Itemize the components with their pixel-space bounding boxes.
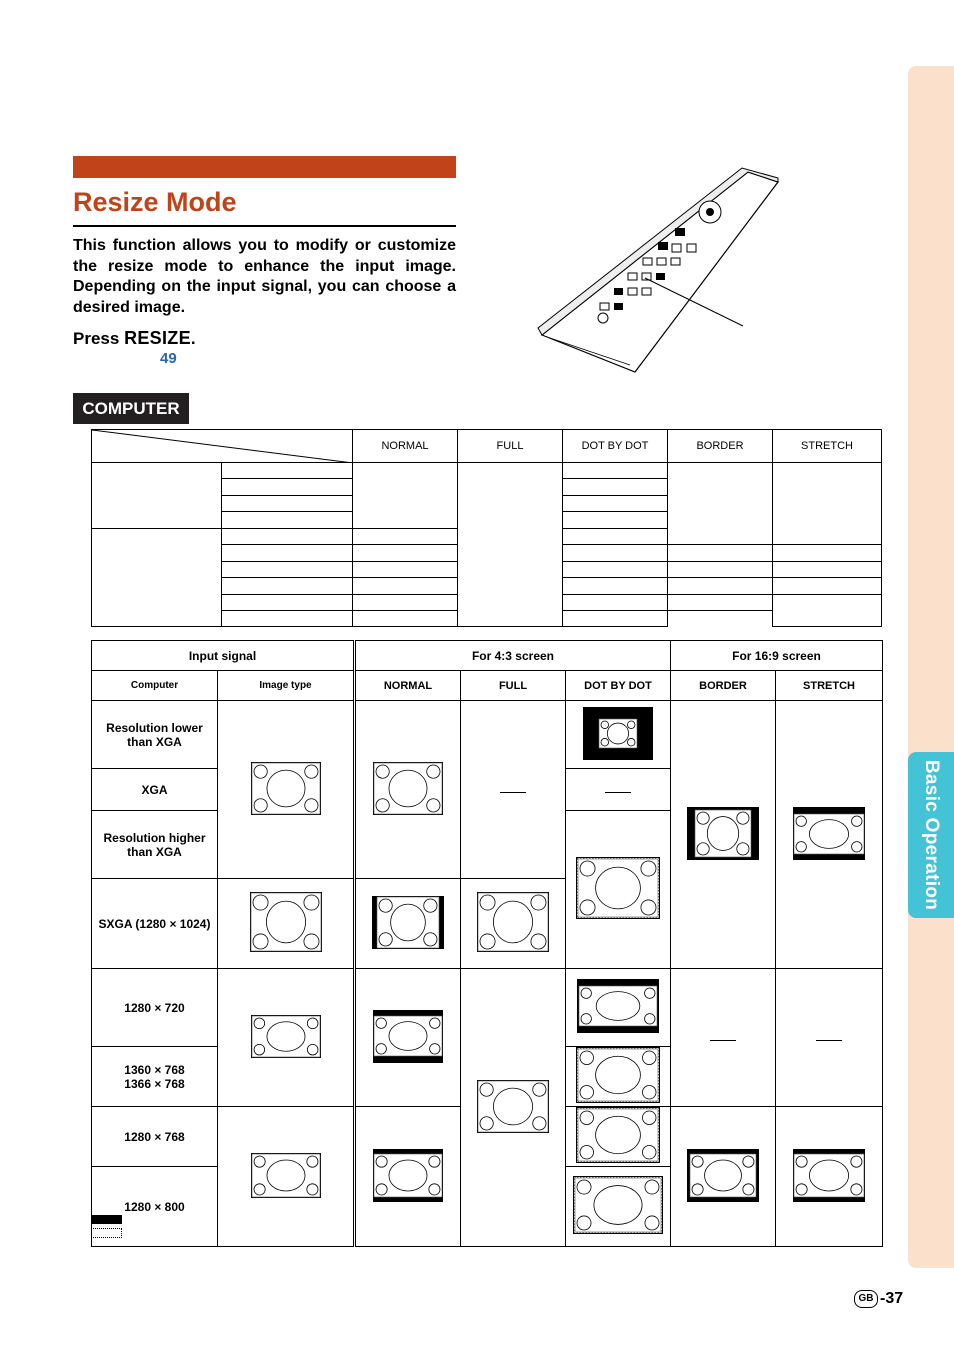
test-pattern-image bbox=[776, 807, 882, 863]
table-cell bbox=[668, 545, 773, 562]
test-pattern-thumbnail bbox=[793, 1149, 865, 1202]
test-pattern-thumbnail bbox=[687, 1149, 759, 1202]
diagonal-header-cell bbox=[92, 430, 353, 463]
test-pattern-thumbnail bbox=[576, 857, 660, 919]
remote-control-illustration bbox=[530, 160, 780, 375]
table-cell bbox=[773, 463, 882, 545]
full-cell-wide bbox=[461, 969, 566, 1247]
table-cell bbox=[563, 529, 668, 545]
row-label-sxga: SXGA (1280 × 1024) bbox=[92, 879, 218, 969]
table-cell bbox=[353, 595, 458, 611]
table-cell bbox=[353, 463, 458, 529]
test-pattern-image bbox=[776, 1149, 882, 1205]
row-label-higher-than-xga: Resolution higher than XGA bbox=[92, 811, 218, 879]
test-pattern-image bbox=[671, 1149, 775, 1205]
normal-cell-169 bbox=[355, 969, 461, 1107]
image-type-cell-1610 bbox=[218, 1107, 355, 1247]
table-cell bbox=[222, 463, 353, 479]
row-label-lower-than-xga: Resolution lower than XGA bbox=[92, 701, 218, 769]
test-pattern-thumbnail bbox=[583, 707, 653, 760]
not-applicable-dash bbox=[710, 1040, 736, 1041]
test-pattern-thumbnail bbox=[373, 1010, 443, 1063]
table-cell bbox=[222, 496, 353, 512]
resize-mode-summary-table bbox=[91, 429, 882, 627]
table-cell bbox=[563, 595, 668, 611]
table-cell bbox=[773, 595, 882, 627]
test-pattern-image bbox=[566, 1176, 670, 1237]
row-label-xga: XGA bbox=[92, 769, 218, 811]
legend-cutoff-area bbox=[91, 1228, 122, 1238]
table-cell bbox=[773, 562, 882, 578]
test-pattern-thumbnail bbox=[793, 807, 865, 860]
test-pattern-image bbox=[218, 892, 353, 955]
table-cell bbox=[222, 545, 353, 562]
dotbydot-cell-lower bbox=[566, 701, 671, 769]
table-cell bbox=[222, 611, 353, 627]
test-pattern-thumbnail bbox=[477, 1080, 549, 1133]
table-cell bbox=[563, 512, 668, 529]
test-pattern-image bbox=[671, 807, 775, 863]
dotbydot-cell-720 bbox=[566, 969, 671, 1047]
border-cell-43 bbox=[671, 701, 776, 969]
test-pattern-thumbnail bbox=[251, 1153, 321, 1198]
test-pattern-thumbnail bbox=[373, 1149, 443, 1202]
border-subheader: BORDER bbox=[671, 671, 776, 701]
stretch-cell-43 bbox=[776, 701, 883, 969]
table-cell bbox=[563, 463, 668, 479]
header-full: FULL bbox=[458, 430, 563, 463]
header-stretch: STRETCH bbox=[773, 430, 882, 463]
table-cell bbox=[222, 562, 353, 578]
row-label-1280x720: 1280 × 720 bbox=[92, 969, 218, 1047]
table-cell bbox=[353, 545, 458, 562]
test-pattern-thumbnail bbox=[250, 892, 322, 952]
for-4-3-screen-header: For 4:3 screen bbox=[355, 641, 671, 671]
table-cell bbox=[563, 479, 668, 496]
border-cell-169 bbox=[671, 969, 776, 1107]
test-pattern-image bbox=[566, 1047, 670, 1106]
for-16-9-screen-header: For 16:9 screen bbox=[671, 641, 883, 671]
stretch-subheader: STRETCH bbox=[776, 671, 883, 701]
stretch-cell-1610 bbox=[776, 1107, 883, 1247]
not-applicable-dash bbox=[816, 1040, 842, 1041]
table-cell bbox=[458, 463, 563, 627]
test-pattern-thumbnail bbox=[576, 1047, 660, 1103]
full-cell-sxga bbox=[461, 879, 566, 969]
row-label-1280x768: 1280 × 768 bbox=[92, 1107, 218, 1167]
image-type-cell-43 bbox=[218, 701, 355, 879]
test-pattern-thumbnail bbox=[477, 892, 549, 952]
normal-cell-1610 bbox=[355, 1107, 461, 1247]
test-pattern-image bbox=[566, 857, 670, 922]
table-cell bbox=[222, 512, 353, 529]
test-pattern-thumbnail bbox=[251, 762, 321, 815]
test-pattern-image bbox=[566, 979, 670, 1036]
table-cell bbox=[222, 595, 353, 611]
full-cell-43 bbox=[461, 701, 566, 879]
section-tab-basic-operation[interactable]: Basic Operation bbox=[908, 752, 954, 918]
table-cell bbox=[668, 595, 773, 611]
gb-badge: GB bbox=[854, 1290, 878, 1308]
test-pattern-thumbnail bbox=[687, 807, 759, 860]
dotbydot-cell-768 bbox=[566, 1047, 671, 1107]
computer-section-tag: COMPUTER bbox=[73, 393, 189, 424]
side-tab-background bbox=[908, 66, 954, 1268]
table-cell bbox=[92, 529, 222, 627]
not-applicable-dash bbox=[500, 792, 526, 793]
border-cell-1610 bbox=[671, 1107, 776, 1247]
legend-black-area bbox=[91, 1215, 122, 1224]
full-subheader: FULL bbox=[461, 671, 566, 701]
test-pattern-thumbnail bbox=[373, 762, 443, 815]
test-pattern-image bbox=[218, 762, 353, 818]
dotbydot-cell-xga bbox=[566, 769, 671, 811]
table-cell bbox=[563, 562, 668, 578]
dot-by-dot-subheader: DOT BY DOT bbox=[566, 671, 671, 701]
table-cell bbox=[563, 545, 668, 562]
test-pattern-thumbnail bbox=[251, 1015, 321, 1058]
header-border: BORDER bbox=[668, 430, 773, 463]
intro-paragraph: This function allows you to modify or customize the resize mode to enhance the input image. Depending on the input signal, you can choose a desired image. bbox=[73, 237, 456, 316]
test-pattern-image bbox=[356, 1010, 460, 1066]
table-cell bbox=[353, 562, 458, 578]
table-cell bbox=[353, 578, 458, 595]
image-type-subheader: Image type bbox=[218, 671, 355, 701]
table-cell bbox=[563, 496, 668, 512]
image-type-cell-169 bbox=[218, 969, 355, 1107]
table-cell bbox=[222, 479, 353, 496]
resize-mode-table bbox=[91, 640, 883, 1247]
test-pattern-thumbnail bbox=[576, 1107, 660, 1163]
dotbydot-cell-800 bbox=[566, 1167, 671, 1247]
table-cell bbox=[353, 529, 458, 545]
table-cell bbox=[668, 578, 773, 595]
table-cell bbox=[222, 578, 353, 595]
test-pattern-thumbnail bbox=[372, 896, 444, 949]
row-label-1280x800: 1280 × 800 bbox=[92, 1167, 218, 1247]
normal-subheader: NORMAL bbox=[355, 671, 461, 701]
page-reference-link[interactable]: 49 bbox=[160, 350, 177, 367]
table-cell bbox=[773, 545, 882, 562]
header-normal: NORMAL bbox=[353, 430, 458, 463]
table-cell bbox=[668, 463, 773, 545]
press-instruction: Press RESIZE. bbox=[73, 328, 196, 348]
test-pattern-image bbox=[461, 1080, 565, 1136]
table-cell bbox=[773, 578, 882, 595]
title-color-bar bbox=[73, 156, 456, 178]
header-dot-by-dot: DOT BY DOT bbox=[563, 430, 668, 463]
test-pattern-image bbox=[356, 896, 460, 952]
table-cell bbox=[563, 611, 668, 627]
test-pattern-image bbox=[356, 1149, 460, 1205]
test-pattern-image bbox=[566, 707, 670, 763]
normal-cell-sxga bbox=[355, 879, 461, 969]
input-signal-header: Input signal bbox=[92, 641, 355, 671]
image-type-cell-sxga bbox=[218, 879, 355, 969]
computer-subheader: Computer bbox=[92, 671, 218, 701]
test-pattern-image bbox=[566, 1107, 670, 1166]
test-pattern-image bbox=[218, 1153, 353, 1201]
page-title: Resize Mode bbox=[73, 187, 237, 217]
dotbydot-cell-higher bbox=[566, 811, 671, 969]
table-cell bbox=[222, 529, 353, 545]
not-applicable-dash bbox=[605, 792, 631, 793]
dotbydot-cell-1280x768 bbox=[566, 1107, 671, 1167]
table-cell bbox=[353, 611, 458, 627]
table-cell bbox=[563, 578, 668, 595]
test-pattern-image bbox=[356, 762, 460, 818]
table-cell bbox=[668, 562, 773, 578]
title-divider bbox=[73, 225, 456, 227]
resize-key-label: RESIZE bbox=[124, 328, 191, 348]
test-pattern-image bbox=[218, 1015, 353, 1061]
page-number: GB -37 bbox=[854, 1290, 903, 1308]
test-pattern-image bbox=[461, 892, 565, 955]
row-label-1360-1366x768: 1360 × 768 1366 × 768 bbox=[92, 1047, 218, 1107]
normal-cell-43 bbox=[355, 701, 461, 879]
test-pattern-thumbnail bbox=[573, 1176, 663, 1234]
stretch-cell-169 bbox=[776, 969, 883, 1107]
table-cell bbox=[92, 463, 222, 529]
test-pattern-thumbnail bbox=[577, 979, 659, 1033]
